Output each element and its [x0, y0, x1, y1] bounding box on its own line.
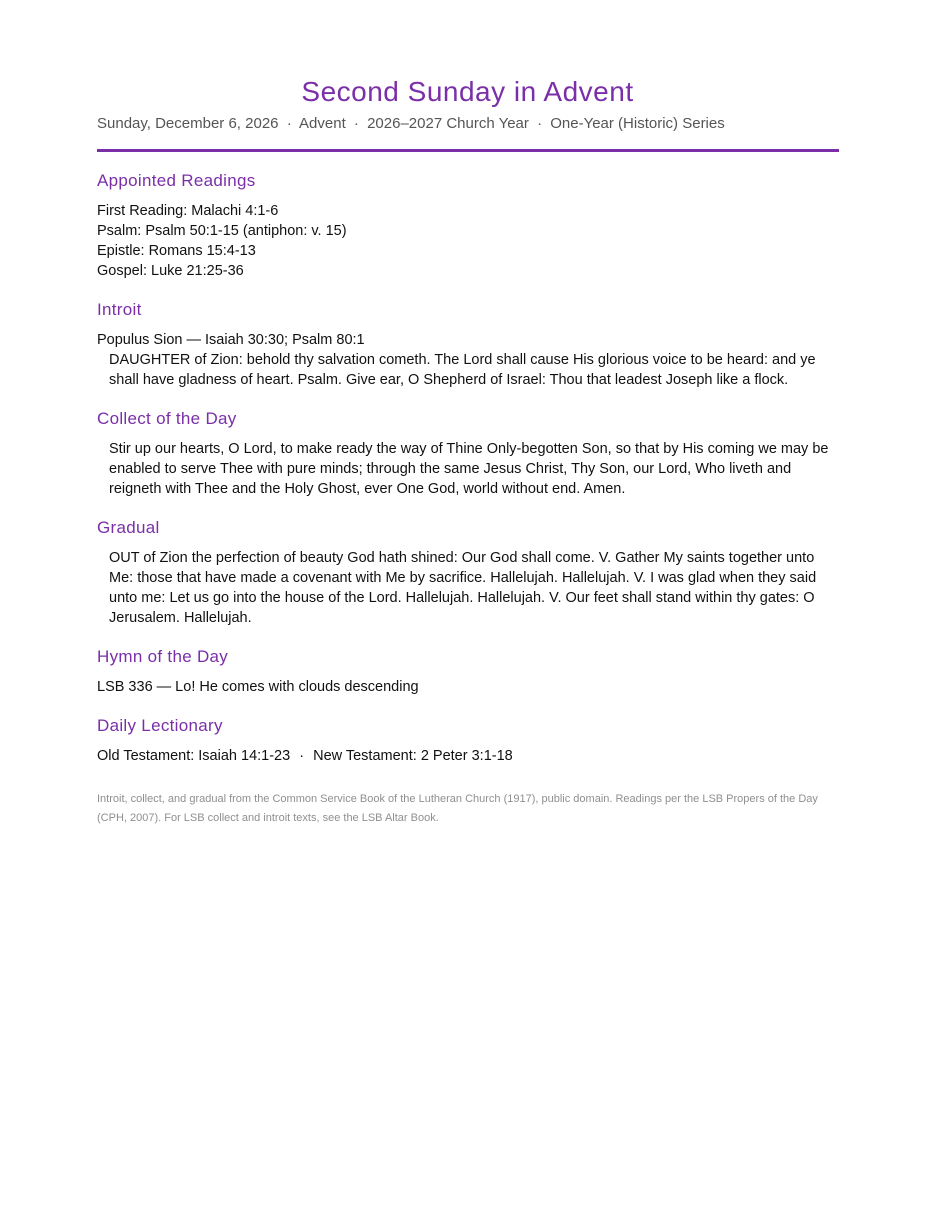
subtitle-separator: ·	[353, 115, 359, 132]
gradual-text: OUT of Zion the perfection of beauty God hath shined: Our God shall come. V. Gather My saints together unto Me: those that have made a covenant with Me by sacrifice. Hallelujah. Hallelujah. V. I was glad when they said unto me: Let us go into the house of the Lord. Hallelujah. Hallelujah. V. Our feet shall stand within thy gates: O Jerusalem. Hallelujah.	[109, 550, 817, 626]
section-heading: Appointed Readings	[97, 171, 256, 190]
new-testament-reading: New Testament: 2 Peter 3:1-18	[313, 748, 513, 764]
introit-reference: Populus Sion — Isaiah 30:30; Psalm 80:1	[97, 332, 365, 348]
section-heading: Hymn of the Day	[97, 647, 229, 666]
church-year: 2026–2027 Church Year	[367, 115, 529, 132]
old-testament-reading: Old Testament: Isaiah 14:1-23	[97, 748, 291, 764]
collect-section	[97, 408, 838, 499]
subtitle-separator: ·	[286, 115, 292, 132]
reading-gospel: Gospel: Luke 21:25-36	[97, 263, 244, 279]
reading-epistle: Epistle: Romans 15:4-13	[97, 243, 256, 259]
page-title: Second Sunday in Advent	[301, 76, 634, 107]
hymn-of-the-day: LSB 336 — Lo! He comes with clouds descending	[97, 679, 419, 695]
lectionary-separator: ·	[299, 748, 305, 764]
reading-first: First Reading: Malachi 4:1-6	[97, 203, 279, 219]
page-subtitle	[97, 114, 838, 134]
header-divider	[97, 149, 839, 152]
introit-section	[97, 299, 838, 390]
introit-text: DAUGHTER of Zion: behold thy salvation cometh. The Lord shall cause His glorious voice to be heard: and ye shall have gladness of heart. Psalm. Give ear, O Shepherd of Israel: Thou that leadest Joseph like a flock.	[109, 352, 816, 388]
readings-section	[97, 170, 838, 281]
lectionary-series: One-Year (Historic) Series	[550, 115, 725, 132]
reading-psalm: Psalm: Psalm 50:1-15 (antiphon: v. 15)	[97, 223, 347, 239]
readings-list	[97, 201, 838, 281]
collect-text: Stir up our hearts, O Lord, to make ready the way of Thine Only-begotten Son, so that by His coming we may be enabled to serve Thee with pure minds; through the same Jesus Christ, Thy Son, our Lord, Who liveth and reigneth with Thee and the Holy Ghost, ever One God, world without end. Amen.	[109, 441, 829, 497]
hymn-section	[97, 646, 838, 697]
gradual-section	[97, 517, 838, 628]
service-date: Sunday, December 6, 2026	[97, 115, 279, 132]
section-heading: Gradual	[97, 518, 160, 537]
section-heading: Collect of the Day	[97, 409, 237, 428]
section-heading: Introit	[97, 300, 142, 319]
lectionary-section	[97, 715, 838, 766]
subtitle-separator: ·	[537, 115, 543, 132]
liturgical-season: Advent	[299, 115, 346, 132]
source-note: Introit, collect, and gradual from the Common Service Book of the Lutheran Church (1917), public domain. Readings per the LSB Propers of the Day (CPH, 2007). For LSB collect and introit texts, see the LSB Altar Book.	[97, 793, 818, 824]
section-heading: Daily Lectionary	[97, 716, 223, 735]
lectionary-line	[97, 746, 838, 766]
